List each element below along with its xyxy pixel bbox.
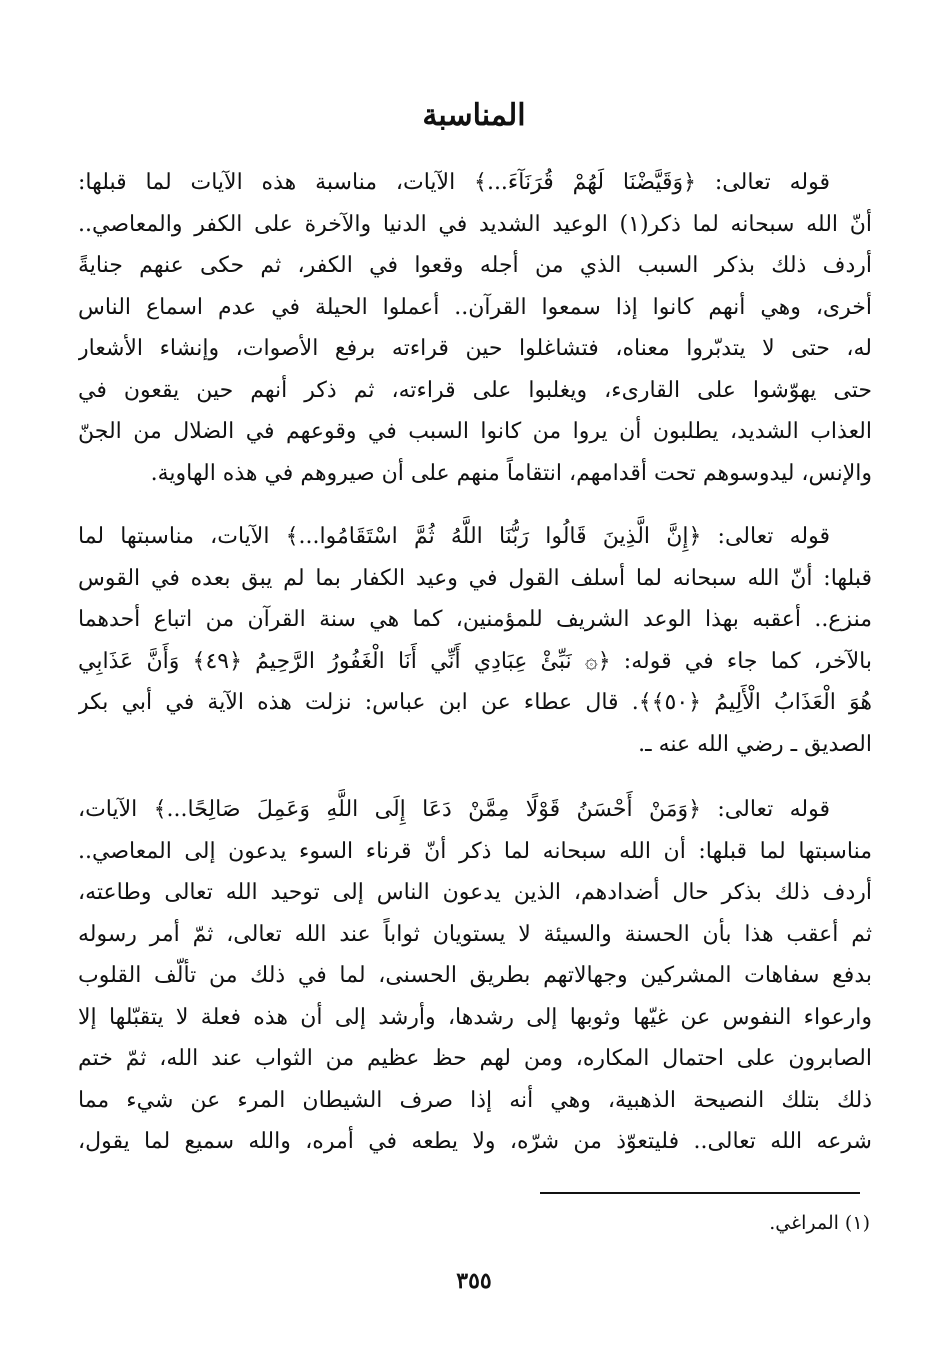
text-line: له، حتى لا يتدبّروا معناه، فتشاغلوا حين قراءته برفع الأصوات، وإنشاء الأشعار — [78, 336, 872, 361]
text-line: ثم أعقب هذا بأن الحسنة والسيئة لا يستويان ثواباً عند الله تعالى، ثمّ أمر رسوله — [78, 921, 872, 947]
text-line: شرعه الله تعالى.. فليتعوّذ من شرّه، ولا يطعه في أمره، والله سميع لما يقول، — [78, 1129, 872, 1154]
page-number: ٣٥٥ — [456, 1268, 492, 1294]
text-line: حتى يهوّشوا على القارىء، ويغلبوا على قراءته، ثم ذكر أنهم حين يقعون في — [78, 377, 872, 403]
text-line: والإنس، ليدوسوهم تحت أقدامهم، انتقاماً منهم على أن صيروهم في هذه الهاوية. — [150, 460, 872, 486]
text-line: منزع.. أعقبه بهذا الوعد الشريف للمؤمنين، كما هي سنة القرآن من اتباع أحدهما — [78, 607, 872, 632]
paragraph-3 — [78, 789, 872, 1163]
page-title: المناسبة — [422, 98, 526, 133]
text-line: الصديق ـ رضي الله عنه ـ. — [638, 731, 872, 757]
paragraph-2 — [78, 516, 872, 765]
text-line: قوله تعالى: ﴿وَمَنْ أَحْسَنُ قَوْلًا مِمَّنْ دَعَا إِلَى اللَّهِ وَعَمِلَ صَالِحًا...﴾ الآيات، — [78, 797, 830, 822]
text-line: مناسبتها لما قبلها: أن الله سبحانه لما ذكر أنّ قرناء السوء يدعون إلى المعاصي.. — [78, 838, 872, 864]
text-line: هُوَ الْعَذَابُ الْأَلِيمُ ﴿٥٠﴾﴾. قال عطاء عن ابن عباس: نزلت هذه الآية في أبي بكر — [78, 690, 872, 715]
text-line: وارعواء النفوس عن غيّها وثوبها إلى رشدها، وأرشد إلى أن هذه فعلة لا يتقبّلها إلا — [78, 1004, 872, 1030]
text-line: قوله تعالى: ﴿إِنَّ الَّذِينَ قَالُوا رَبُّنَا اللَّهُ ثُمَّ اسْتَقَامُوا...﴾ الآيات، مناسبتها لما — [78, 524, 830, 549]
text-line: أنّ الله سبحانه لما ذكر(١) الوعيد الشديد في الدنيا والآخرة على الكفر والمعاصي.. — [78, 211, 872, 237]
text-line: بدفع سفاهات المشركين وجهالاتهم بطريق الحسنى، لما في ذلك من تألّف القلوب — [78, 963, 872, 988]
footnote: (١) المراغي. — [769, 1212, 870, 1234]
text-line: أردف ذلك بذكر السبب الذي من أجله وقعوا في الكفر، ثم حكى عنهم جنايةً — [78, 253, 872, 278]
text-line: قوله تعالى: ﴿وَقَيَّضْنَا لَهُمْ قُرَنَآءَ...﴾ الآيات، مناسبة هذه الآيات لما قبلها: — [78, 170, 830, 195]
text-line: أخرى، وهي أنهم كانوا إذا سمعوا القرآن.. أعملوا الحيلة في عدم اسماع الناس — [78, 294, 872, 320]
text-line: العذاب الشديد، يطلبون أن يروا من كانوا السبب في وقوعهم في الضلال من الجنّ — [78, 419, 872, 444]
text-line: أردف ذلك بذكر حال أضدادهم، الذين يدعون الناس إلى توحيد الله تعالى وطاعته، — [78, 880, 872, 905]
text-line: ذلك بتلك النصيحة الذهبية، وهي أنه إذا صرف الشيطان المرء عن شيء مما — [78, 1087, 872, 1113]
text-line: الصابرون على احتمال المكاره، ومن لهم حظ عظيم من الثواب عند الله، ثمّ ختم — [78, 1046, 872, 1071]
footnote-divider — [540, 1192, 860, 1194]
text-line: بالآخر، كما جاء في قوله: ﴿۞ نَبِّئْ عِبَادِي أَنِّي أَنَا الْغَفُورُ الرَّحِيمُ ﴿٤٩﴾ وَأَنَّ عَذَابِي — [78, 648, 872, 674]
text-line: قبلها: أنّ الله سبحانه لما أسلف القول في وعيد الكفار بما لم يبق بعده في القوس — [78, 565, 872, 591]
paragraph-1 — [78, 162, 872, 494]
